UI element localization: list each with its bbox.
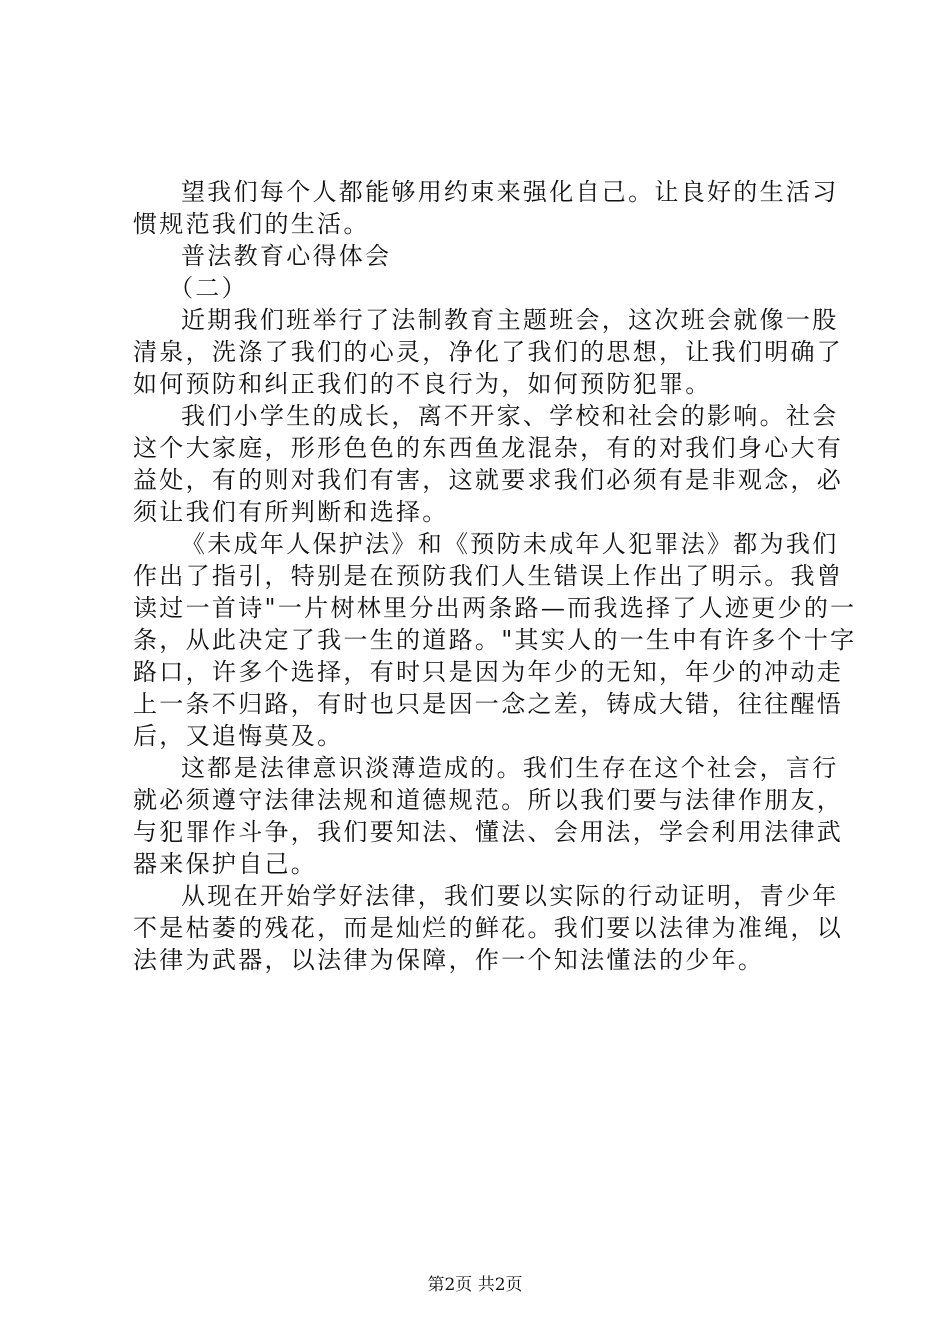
text-line: 清泉，洗涤了我们的心灵，净化了我们的思想，让我们明确了 xyxy=(133,338,844,366)
paragraph-3 xyxy=(133,528,857,752)
section-heading xyxy=(133,240,831,272)
text-line: 惯规范我们的生活。 xyxy=(133,210,370,238)
text-line: 益处，有的则对我们有害，这就要求我们必须有是非观念，必 xyxy=(133,466,844,494)
text-line: 读过一首诗"一片树林里分出两条路—而我选择了人迹更少的一 xyxy=(133,594,857,622)
paragraph-5 xyxy=(133,880,844,976)
text-line: 须让我们有所判断和选择。 xyxy=(133,498,449,526)
text-line: 路口，许多个选择，有时只是因为年少的无知，年少的冲动走 xyxy=(133,658,844,686)
text-line: 《未成年人保护法》和《预防未成年人犯罪法》都为我们 xyxy=(181,530,839,558)
paragraph-continuation xyxy=(133,176,839,240)
text-line: 上一条不归路，有时也只是因一念之差，铸成大错，往往醒悟 xyxy=(133,690,844,718)
text-line: 近期我们班举行了法制教育主题班会，这次班会就像一股 xyxy=(181,306,839,334)
text-line: 这个大家庭，形形色色的东西鱼龙混杂，有的对我们身心大有 xyxy=(133,434,844,462)
text-line: 条，从此决定了我一生的道路。"其实人的一生中有许多个十字 xyxy=(133,626,857,654)
section-title: 普法教育心得体会 xyxy=(181,242,392,270)
paragraph-2 xyxy=(133,400,844,528)
text-line: 从现在开始学好法律，我们要以实际的行动证明，青少年 xyxy=(181,882,839,910)
page-number-footer: 第2页 共2页 xyxy=(427,1275,523,1295)
paragraph-4 xyxy=(133,752,844,880)
text-line: 与犯罪作斗争，我们要知法、懂法、会用法，学会利用法律武 xyxy=(133,818,844,846)
text-line: 就必须遵守法律法规和道德规范。所以我们要与法律作朋友， xyxy=(133,786,844,814)
text-line: 不是枯萎的残花，而是灿烂的鲜花。我们要以法律为准绳，以 xyxy=(133,914,844,942)
text-line: 后，又追悔莫及。 xyxy=(133,722,344,750)
text-line: 器来保护自己。 xyxy=(133,850,318,878)
text-line: 望我们每个人都能够用约束来强化自己。让良好的生活习 xyxy=(181,178,839,206)
text-line: 如何预防和纠正我们的不良行为，如何预防犯罪。 xyxy=(133,370,712,398)
section-number xyxy=(133,272,831,304)
section-number-label: （二） xyxy=(169,274,248,302)
document-body xyxy=(133,176,857,976)
text-line: 作出了指引，特别是在预防我们人生错误上作出了明示。我曾 xyxy=(133,562,844,590)
paragraph-1 xyxy=(133,304,844,400)
text-line: 这都是法律意识淡薄造成的。我们生存在这个社会，言行 xyxy=(181,754,839,782)
text-line: 我们小学生的成长，离不开家、学校和社会的影响。社会 xyxy=(181,402,839,430)
text-line: 法律为武器，以法律为保障，作一个知法懂法的少年。 xyxy=(133,946,765,974)
